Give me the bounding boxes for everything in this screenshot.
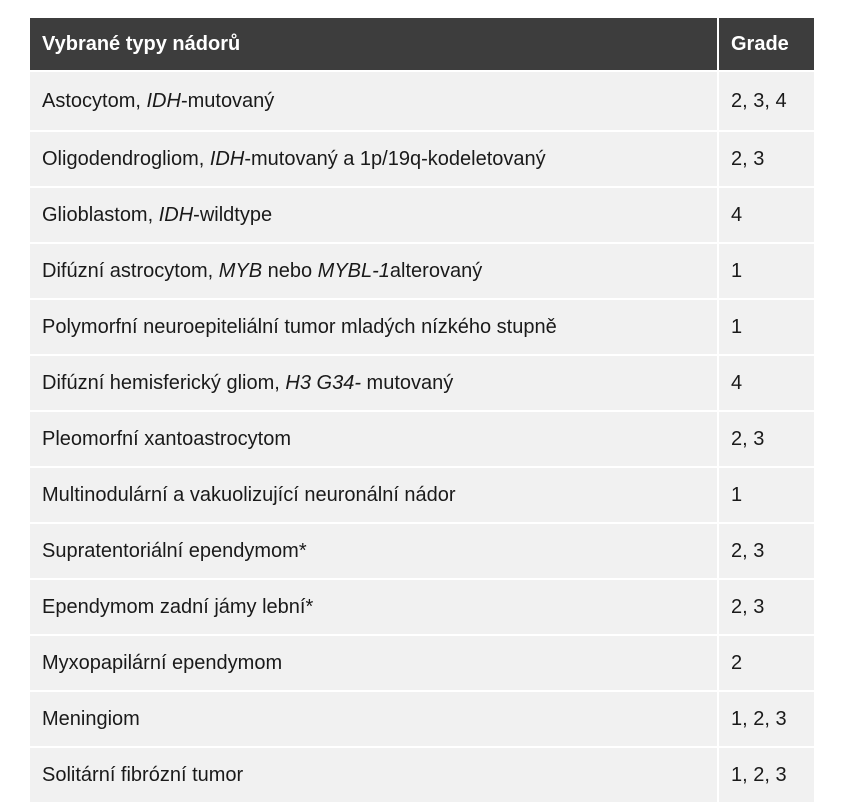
tumor-type-italic-text: MYBL-1 <box>317 259 390 282</box>
table-row <box>30 635 814 691</box>
tumor-type-cell <box>30 579 718 635</box>
grade-cell: 2, 3, 4 <box>718 71 814 131</box>
tumor-type-cell <box>30 691 718 747</box>
table-row <box>30 243 814 299</box>
table-row <box>30 523 814 579</box>
grade-cell: 2, 3 <box>718 131 814 187</box>
grade-cell: 1, 2, 3 <box>718 691 814 747</box>
table-row <box>30 355 814 411</box>
grade-cell: 2, 3 <box>718 411 814 467</box>
header-grade: Grade <box>718 18 814 71</box>
tumor-type-text: Ependymom zadní jámy lební* <box>42 595 314 618</box>
table-header <box>30 18 814 71</box>
table-row <box>30 467 814 523</box>
tumor-type-text: alterovaný <box>389 259 483 282</box>
table-row <box>30 71 814 131</box>
tumor-type-text: -mutovaný <box>180 89 275 112</box>
table-body <box>30 71 814 802</box>
grade-cell: 1, 2, 3 <box>718 747 814 802</box>
tumor-type-italic-text: IDH <box>146 89 181 112</box>
header-tumor-types: Vybrané typy nádorů <box>30 18 718 71</box>
tumor-type-cell <box>30 747 718 802</box>
tumor-type-text: nebo <box>262 259 318 282</box>
tumor-type-cell <box>30 635 718 691</box>
tumor-type-text: Meningiom <box>42 707 140 730</box>
tumor-type-italic-text: IDH <box>158 203 194 226</box>
tumor-type-text: -wildtype <box>193 203 273 226</box>
table-row <box>30 691 814 747</box>
grade-cell: 4 <box>718 187 814 243</box>
grade-cell: 1 <box>718 467 814 523</box>
tumor-type-text: Oligodendrogliom, <box>42 147 210 170</box>
tumor-type-text: Difúzní hemisferický gliom, <box>42 371 286 394</box>
tumor-type-text: -mutovaný a 1p/19q-kodeletovaný <box>244 147 546 170</box>
table-row <box>30 747 814 802</box>
tumor-type-text: Astocytom, <box>42 89 147 112</box>
tumor-type-text: Myxopapilární ependymom <box>42 651 283 674</box>
grade-cell: 1 <box>718 299 814 355</box>
tumor-type-cell <box>30 187 718 243</box>
header-row <box>30 18 814 71</box>
table-row <box>30 411 814 467</box>
tumor-type-cell <box>30 299 718 355</box>
tumor-type-text: Solitární fibrózní tumor <box>42 763 244 786</box>
tumor-type-text: Pleomorfní xantoastrocytom <box>42 427 291 450</box>
grade-cell: 4 <box>718 355 814 411</box>
tumor-grade-table <box>30 18 814 802</box>
tumor-type-italic-text: IDH <box>209 147 245 170</box>
grade-cell: 2 <box>718 635 814 691</box>
tumor-type-italic-text: MYB <box>218 259 263 282</box>
tumor-type-italic-text: H3 G34- <box>285 371 361 394</box>
table-row <box>30 579 814 635</box>
tumor-type-cell <box>30 411 718 467</box>
table-row <box>30 131 814 187</box>
tumor-type-cell <box>30 131 718 187</box>
table-row <box>30 187 814 243</box>
tumor-type-cell <box>30 243 718 299</box>
tumor-type-text: Difúzní astrocytom, <box>42 259 219 282</box>
tumor-type-text: Polymorfní neuroepiteliální tumor mladých nízkého stupně <box>42 315 557 338</box>
grade-cell: 2, 3 <box>718 523 814 579</box>
tumor-type-cell <box>30 467 718 523</box>
tumor-type-text: Supratentoriální ependymom* <box>42 539 307 562</box>
tumor-type-cell <box>30 355 718 411</box>
grade-cell: 2, 3 <box>718 579 814 635</box>
tumor-type-cell <box>30 523 718 579</box>
tumor-type-text: Multinodulární a vakuolizující neuronální nádor <box>42 483 456 506</box>
grade-cell: 1 <box>718 243 814 299</box>
tumor-type-text: mutovaný <box>361 371 454 394</box>
table-row <box>30 299 814 355</box>
tumor-type-text: Glioblastom, <box>42 203 159 226</box>
tumor-type-cell <box>30 71 718 131</box>
